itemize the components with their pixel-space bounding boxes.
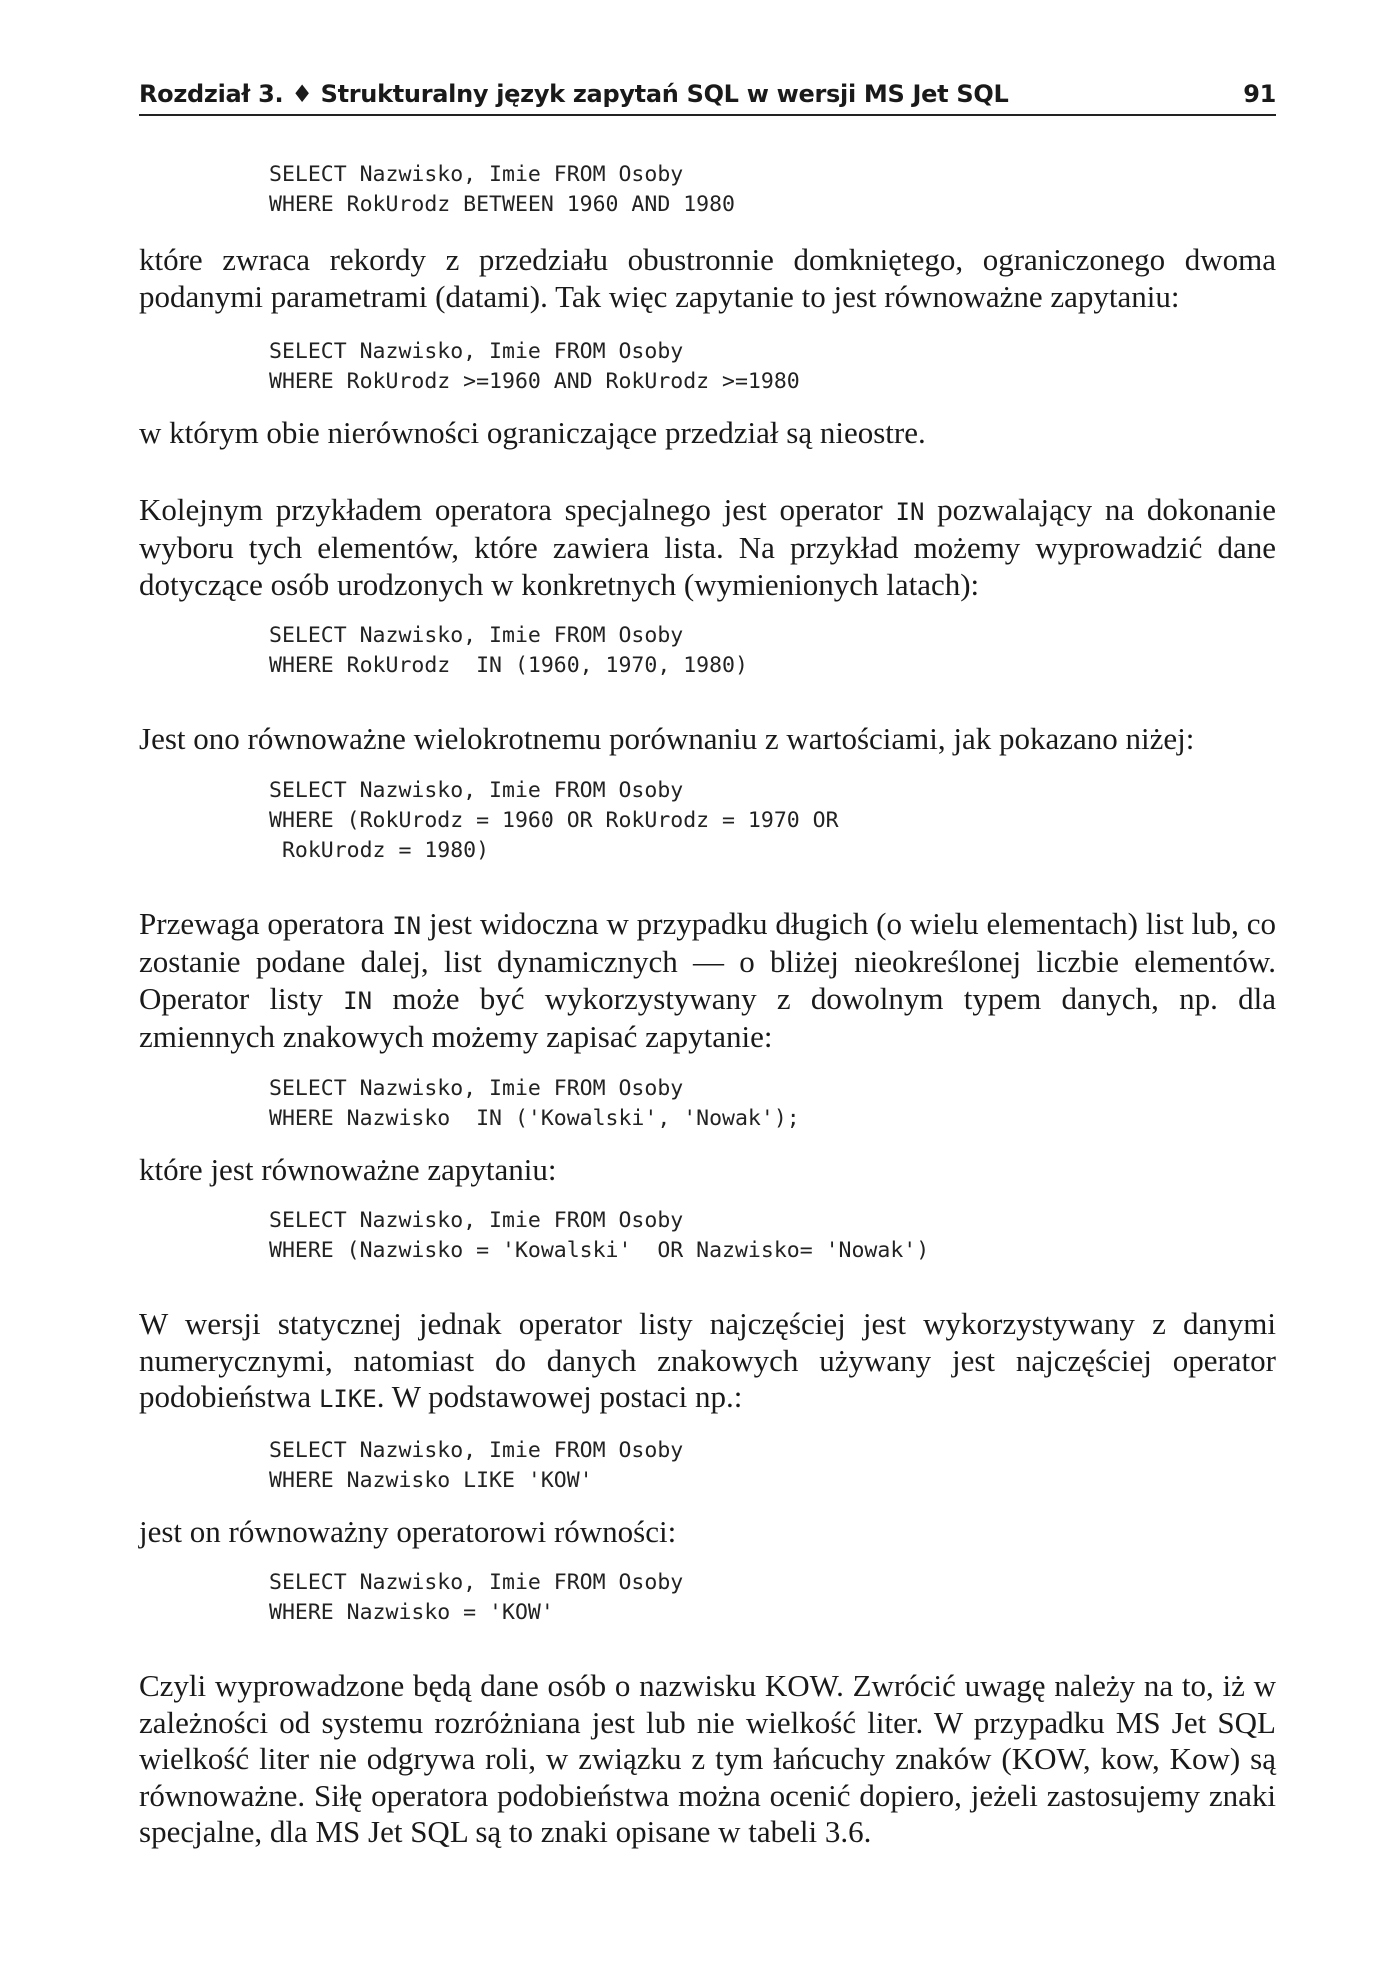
paragraph-text: Czyli wyprowadzone będą dane osób o nazwisku KOW. Zwrócić uwagę należy na to, iż w zależności od systemu rozróżniana jest lub nie wielkość liter. W przypadku MS Jet SQL wielkość liter nie odgrywa roli, w związku z tym łańcuchy znaków (KOW, kow, Kow) są równoważne. Siłę operatora podobieństwa można ocenić dopiero, jeżeli zastosujemy znaki specjalne, dla MS Jet SQL są to znaki opisane w tabeli 3.6. <box>139 1668 1276 1849</box>
inline-code: IN <box>343 986 373 1015</box>
paragraph-text: może być wykorzystywany z dowolnym typem danych, np. dla zmiennych znakowych możemy zapisać zapytanie: <box>139 980 1276 1054</box>
code-listing: SELECT Nazwisko, Imie FROM Osoby WHERE RokUrodz IN (1960, 1970, 1980) <box>269 623 748 678</box>
spacer <box>139 1550 1276 1568</box>
code-listing: SELECT Nazwisko, Imie FROM Osoby WHERE Nazwisko IN ('Kowalski', 'Nowak'); <box>269 1075 800 1131</box>
body-paragraph <box>139 492 1276 604</box>
spacer <box>139 1056 1276 1074</box>
book-page <box>139 80 1276 1851</box>
code-listing: SELECT Nazwisko, Imie FROM Osoby WHERE Nazwisko = 'KOW' <box>269 1570 684 1625</box>
spacer <box>139 758 1276 776</box>
body-paragraph <box>139 721 1276 758</box>
code-listing: SELECT Nazwisko, Imie FROM Osoby WHERE RokUrodz BETWEEN 1960 AND 1980 <box>269 162 735 217</box>
spacer <box>139 681 1276 721</box>
spacer <box>139 220 1276 242</box>
spacer <box>139 1628 1276 1668</box>
code-listing: SELECT Nazwisko, Imie FROM Osoby WHERE Nazwisko LIKE 'KOW' <box>269 1437 684 1493</box>
chapter-title: Rozdział 3. ♦ Strukturalny język zapytań SQL w wersji MS Jet SQL <box>139 80 1009 108</box>
spacer <box>139 1266 1276 1306</box>
body-paragraph <box>139 1306 1276 1418</box>
paragraph-text: które zwraca rekordy z przedziału obustronnie domkniętego, ograniczonego dwoma podanymi parametrami (datami). Tak więc zapytanie to jest równoważne zapytaniu: <box>139 242 1276 314</box>
spacer <box>139 866 1276 906</box>
paragraph-text: które jest równoważne zapytaniu: <box>139 1151 557 1187</box>
paragraph-text: Kolejnym przykładem operatora specjalnego jest operator <box>139 491 896 527</box>
paragraph-text: W wersji statycznej jednak operator listy najczęściej jest wykorzystywany z danymi numerycznymi, natomiast do danych znakowych używany jest najczęściej operator podobieństwa <box>139 1306 1276 1414</box>
paragraph-text: Przewaga operatora <box>139 905 393 941</box>
page-content <box>139 160 1276 1851</box>
paragraph-text: Jest ono równoważne wielokrotnemu porównaniu z wartościami, jak pokazano niżej: <box>139 721 1195 756</box>
running-header <box>139 80 1276 116</box>
inline-code: IN <box>895 497 925 526</box>
code-listing: SELECT Nazwisko, Imie FROM Osoby WHERE (RokUrodz = 1960 OR RokUrodz = 1970 OR RokUrodz = 1980) <box>269 777 839 863</box>
code-listing: SELECT Nazwisko, Imie FROM Osoby WHERE RokUrodz >=1960 AND RokUrodz >=1980 <box>269 339 800 394</box>
spacer <box>139 315 1276 337</box>
code-listing: SELECT Nazwisko, Imie FROM Osoby WHERE (Nazwisko = 'Kowalski' OR Nazwisko= 'Nowak') <box>269 1208 930 1263</box>
paragraph-text: pozwalający na dokonanie wyboru tych elementów, które zawiera lista. Na przykład możemy wyprowadzić dane dotyczące osób urodzonych w konkretnych (wymienionych latach): <box>139 491 1276 602</box>
inline-code: IN <box>392 911 422 940</box>
paragraph-text: jest widoczna w przypadku długich (o wielu elementach) list lub, co zostanie podane dalej, list dynamicznych — o bliżej nieokreślonej liczbie elementów. Operator listy <box>139 905 1277 1016</box>
paragraph-text: jest on równoważny operatorowi równości: <box>139 1513 677 1549</box>
body-paragraph <box>139 1152 1276 1189</box>
body-paragraph <box>139 415 1276 452</box>
spacer <box>139 452 1276 492</box>
spacer <box>139 1496 1276 1514</box>
paragraph-text: . W podstawowej postaci np.: <box>376 1379 743 1414</box>
spacer <box>139 1188 1276 1206</box>
spacer <box>139 603 1276 621</box>
spacer <box>139 397 1276 415</box>
body-paragraph <box>139 1668 1276 1851</box>
body-paragraph <box>139 242 1276 315</box>
spacer <box>139 1418 1276 1436</box>
body-paragraph <box>139 906 1276 1056</box>
inline-code: LIKE <box>318 1385 377 1413</box>
paragraph-text: w którym obie nierówności ograniczające przedział są nieostre. <box>139 415 926 450</box>
body-paragraph <box>139 1514 1276 1551</box>
page-number: 91 <box>1243 80 1276 108</box>
spacer <box>139 1134 1276 1152</box>
